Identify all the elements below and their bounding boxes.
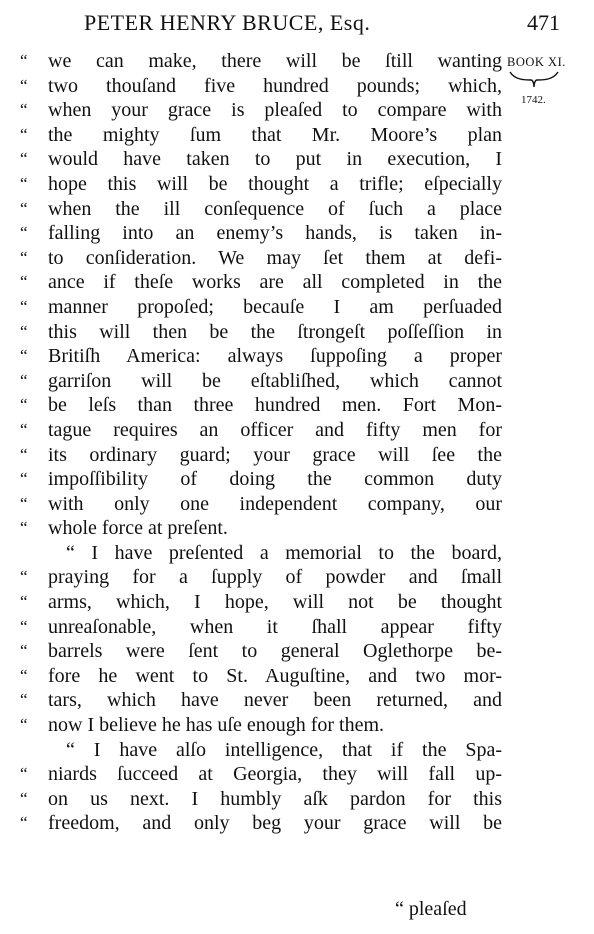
text-line: [20, 787, 502, 812]
quote-mark: “: [20, 616, 28, 636]
line-text: fore he went to St. Auguſtine, and two mor-: [48, 664, 502, 687]
quote-mark: “: [20, 75, 28, 95]
line-text: Britiſh America: always ſuppoſing a proper: [48, 345, 502, 368]
line-text: on us next. I humbly aſk pardon for this: [48, 787, 502, 810]
quote-mark: “: [20, 592, 28, 612]
text-line: [20, 393, 502, 418]
line-text: impoſſibility of doing the common duty: [48, 468, 502, 491]
quote-mark: “: [20, 100, 28, 120]
text-line: [20, 565, 502, 590]
text-line: [20, 197, 502, 222]
quote-mark: “: [20, 296, 28, 316]
line-text: we can make, there will be ſtill wanting: [48, 50, 502, 72]
text-line: [20, 74, 502, 99]
quote-mark: “: [20, 173, 28, 193]
text-line: [20, 221, 502, 246]
text-line: [20, 516, 502, 541]
line-text: be leſs than three hundred men. Fort Mon-: [48, 394, 502, 417]
quote-mark: “: [20, 715, 28, 735]
text-line: [20, 147, 502, 172]
line-text: unreaſonable, when it ſhall appear fifty: [48, 615, 502, 638]
text-line: [20, 246, 502, 271]
running-head: [84, 10, 370, 36]
quote-mark: [20, 541, 48, 566]
text-line: [20, 639, 502, 664]
line-text: two thouſand five hundred pounds; which,: [48, 74, 502, 97]
quote-mark: [20, 738, 48, 763]
text-line: [20, 98, 502, 123]
text-line: [20, 688, 502, 713]
line-text: now I believe he has uſe enough for them.: [48, 714, 385, 737]
text-line: [20, 49, 502, 74]
text-line: [20, 541, 502, 566]
margin-book-label: BOOK XI.: [507, 55, 566, 69]
quote-mark: “: [20, 370, 28, 390]
text-line: [20, 443, 502, 468]
margin-year: 1742.: [521, 94, 546, 106]
text-line: [20, 369, 502, 394]
quote-mark: “: [20, 51, 28, 70]
text-line: [20, 713, 502, 738]
quote-mark: “: [20, 223, 28, 243]
line-text: when your grace is pleaſed to compare with: [48, 99, 502, 122]
quote-mark: “: [20, 124, 28, 144]
line-text: freedom, and only beg your grace will be: [48, 812, 502, 835]
quote-mark: “: [20, 444, 28, 464]
text-line: [20, 123, 502, 148]
quote-mark: “: [20, 641, 28, 661]
running-head-title: PETER HENRY BRUCE,: [84, 10, 324, 35]
text-line: [20, 738, 502, 763]
line-text: “ I have alſo intelligence, that if the Spa-: [66, 738, 502, 761]
quote-mark: “: [20, 198, 28, 218]
quote-mark: “: [20, 247, 28, 267]
text-line: [20, 344, 502, 369]
quote-mark: “: [20, 788, 28, 808]
text-line: [20, 467, 502, 492]
line-text: to conſideration. We may ſet them at defi-: [48, 246, 502, 269]
text-line: [20, 492, 502, 517]
line-text: ance if theſe works are all completed in the: [48, 271, 502, 294]
quote-mark: “: [20, 764, 28, 784]
quote-mark: “: [20, 346, 28, 366]
quote-mark: “: [20, 469, 28, 489]
line-text: tars, which have never been returned, and: [48, 689, 502, 712]
text-line: [20, 590, 502, 615]
line-text: the mighty ſum that Mr. Moore’s plan: [48, 123, 502, 146]
line-text: niards ſucceed at Georgia, they will fall up-: [48, 763, 502, 786]
text-line: [20, 615, 502, 640]
quote-mark: “: [20, 321, 28, 341]
quote-mark: “: [20, 272, 28, 292]
line-text: falling into an enemy’s hands, is taken in-: [48, 222, 502, 245]
text-line: [20, 295, 502, 320]
text-line: [20, 320, 502, 345]
quote-mark: “: [20, 813, 28, 833]
line-text: “ I have preſented a memorial to the board,: [66, 541, 502, 564]
quote-mark: “: [20, 493, 28, 513]
line-text: when the ill conſequence of ſuch a place: [48, 197, 502, 220]
line-text: would have taken to put in execution, I: [48, 148, 502, 171]
line-text: tague requires an officer and fifty men for: [48, 418, 502, 441]
quote-mark: “: [20, 419, 28, 439]
quote-mark: “: [20, 665, 28, 685]
text-line: [20, 811, 502, 836]
quote-mark: “: [20, 518, 28, 538]
text-body: [20, 49, 502, 836]
text-line: [20, 418, 502, 443]
quote-mark: “: [20, 395, 28, 415]
margin-brace-icon: [509, 70, 559, 88]
text-line: [20, 172, 502, 197]
line-text: whole force at preſent.: [48, 517, 228, 540]
line-text: with only one independent company, our: [48, 492, 502, 515]
page-number: 471: [527, 10, 560, 35]
catchword: “ pleaſed: [395, 898, 467, 920]
text-line: [20, 270, 502, 295]
running-head-esq: Esq.: [329, 10, 371, 35]
line-text: garriſon will be eſtabliſhed, which cannot: [48, 369, 502, 392]
line-text: praying for a ſupply of powder and ſmall: [48, 566, 502, 589]
quote-mark: “: [20, 567, 28, 587]
text-line: [20, 762, 502, 787]
quote-mark: “: [20, 149, 28, 169]
line-text: barrels were ſent to general Oglethorpe be-: [48, 640, 502, 663]
quote-mark: “: [20, 690, 28, 710]
line-text: arms, which, I hope, will not be thought: [48, 591, 502, 614]
line-text: manner propoſed; becauſe I am perſuaded: [48, 295, 502, 318]
line-text: its ordinary guard; your grace will ſee the: [48, 443, 502, 466]
line-text: hope this will be thought a trifle; eſpecially: [48, 172, 502, 195]
text-line: [20, 664, 502, 689]
line-text: this will then be the ſtrongeſt poſſeſſion in: [48, 320, 502, 343]
